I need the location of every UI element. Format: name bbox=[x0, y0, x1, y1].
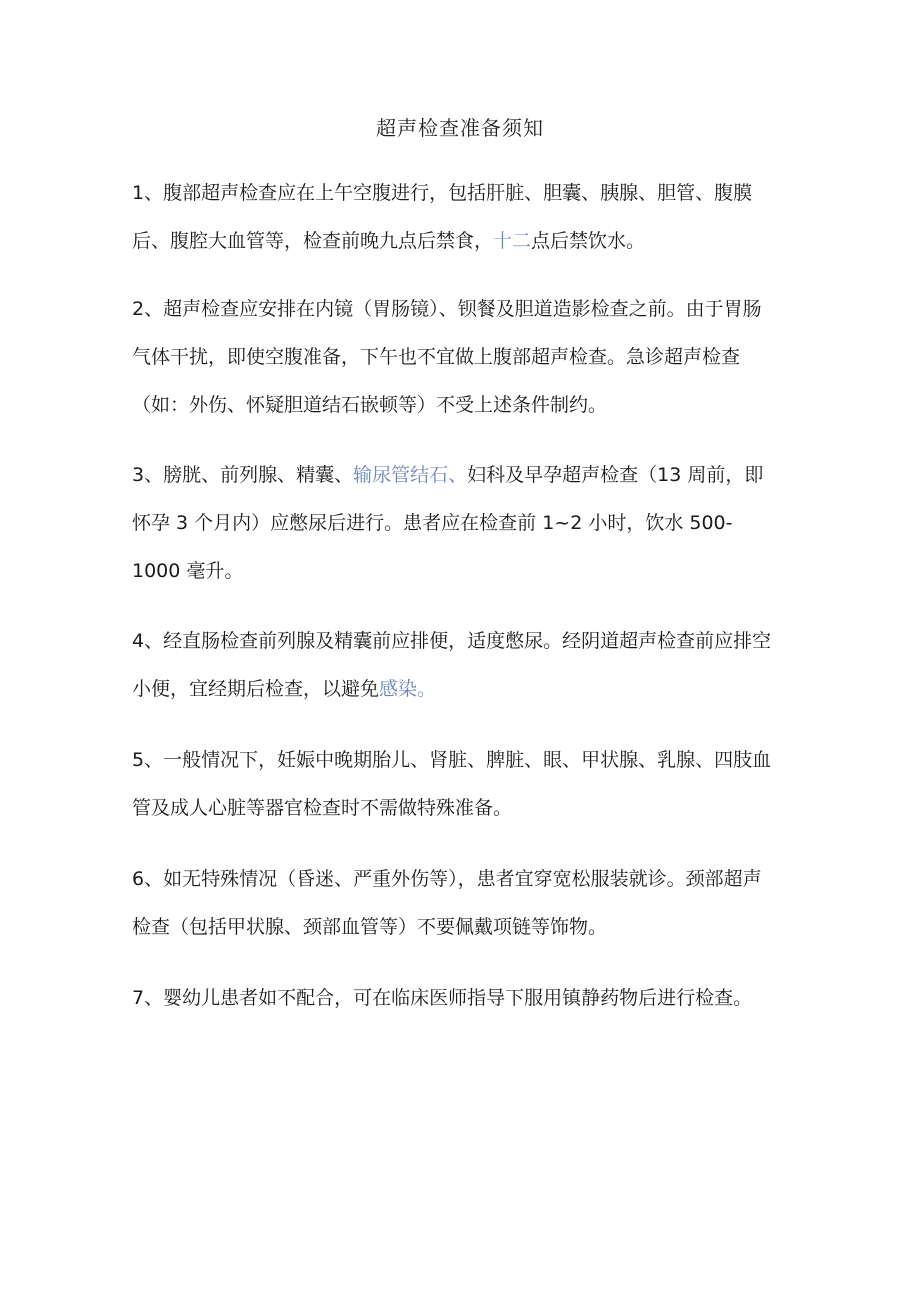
list-item-7 bbox=[132, 974, 777, 1022]
item-1-text-b: 点后禁饮水。 bbox=[531, 230, 646, 252]
list-item-1 bbox=[132, 169, 777, 265]
item-3-text-b: 妇科及早孕超声检查（13 周前，即怀孕 3 个月内）应憋尿后进行。患者应在检查前 1~2 小时，饮水 500-1000 毫升。 bbox=[132, 464, 764, 582]
item-5-text: 5、一般情况下，妊娠中晚期胎儿、肾脏、脾脏、眼、甲状腺、乳腺、四肢血管及成人心脏等器官检查时不需做特殊准备。 bbox=[132, 749, 772, 819]
document-title: 超声检查准备须知 bbox=[376, 116, 544, 140]
item-3-link[interactable]: 输尿管结石、 bbox=[353, 464, 468, 486]
item-7-text: 7、婴幼儿患者如不配合，可在临床医师指导下服用镇静药物后进行检查。 bbox=[132, 987, 753, 1009]
item-4-text: 4、经直肠检查前列腺及精囊前应排便，适度憋尿。经阴道超声检查前应排空小便，宜经期后检查，以避免 bbox=[132, 630, 772, 700]
list-item-4 bbox=[132, 617, 777, 713]
item-1-link[interactable]: 十二 bbox=[493, 230, 532, 252]
list-item-2 bbox=[132, 285, 777, 429]
item-1-text-a: 1、腹部超声检查应在上午空腹进行，包括肝脏、胆囊、胰腺、胆管、腹膜后、腹腔大血管等，检查前晚九点后禁食， bbox=[132, 182, 753, 252]
item-2-text: 2、超声检查应安排在内镜（胃肠镜）、钡餐及胆道造影检查之前。由于胃肠气体干扰，即使空腹准备，下午也不宜做上腹部超声检查。急诊超声检查（如：外伤、怀疑胆道结石嵌顿等）不受上述条件制约。 bbox=[132, 298, 762, 416]
item-4-link[interactable]: 感染。 bbox=[379, 678, 437, 700]
list-item-5 bbox=[132, 736, 777, 832]
item-3-text-a: 3、膀胱、前列腺、精囊、 bbox=[132, 464, 354, 486]
list-item-6 bbox=[132, 855, 777, 951]
item-6-text: 6、如无特殊情况（昏迷、严重外伤等），患者宜穿宽松服装就诊。颈部超声检查（包括甲状腺、颈部血管等）不要佩戴项链等饰物。 bbox=[132, 868, 762, 938]
list-item-3 bbox=[132, 451, 777, 595]
